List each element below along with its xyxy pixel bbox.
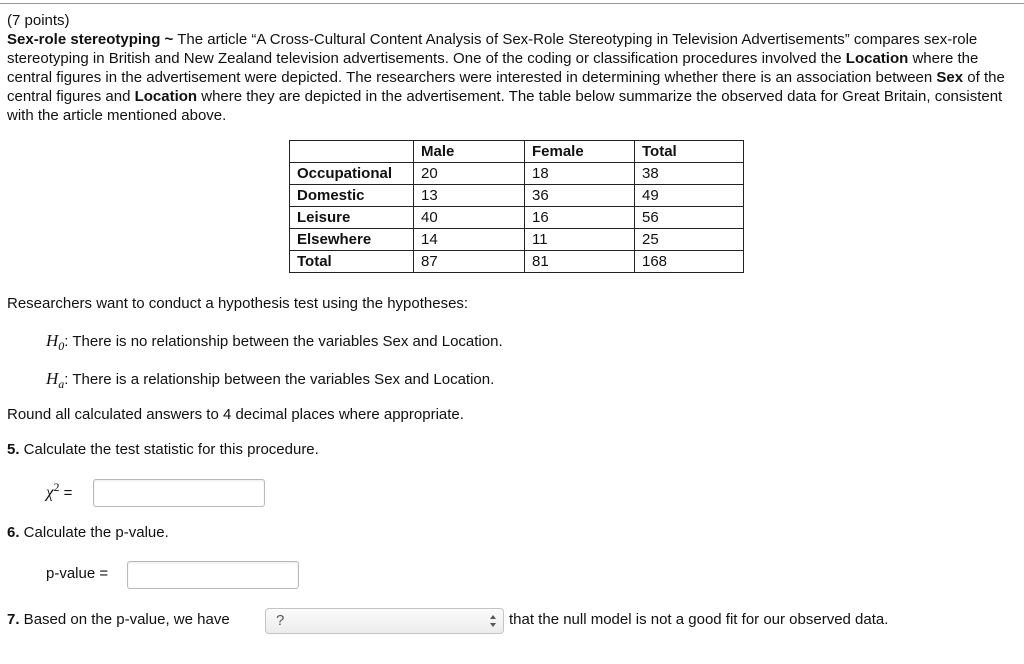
table-cell: 56	[635, 207, 744, 229]
table-cell: 49	[635, 185, 744, 207]
top-divider	[0, 3, 1024, 4]
table-cell: 13	[414, 185, 525, 207]
table-cell: 14	[414, 229, 525, 251]
table-row	[290, 207, 744, 229]
select-arrows-icon	[489, 614, 497, 628]
table-cell: 81	[525, 251, 635, 273]
p-value-input[interactable]	[127, 561, 299, 589]
table-row	[290, 163, 744, 185]
row-label: Occupational	[290, 163, 414, 185]
points-label: (7 points)	[7, 12, 70, 29]
table-row	[290, 185, 744, 207]
table-cell: 87	[414, 251, 525, 273]
null-hypothesis: $H_0$: There is no relationship between the variables Sex and Location.	[46, 331, 503, 353]
contingency-table	[289, 140, 744, 273]
table-cell: 168	[635, 251, 744, 273]
table-header-cell: Female	[525, 141, 635, 163]
table-header-cell: Total	[635, 141, 744, 163]
table-row	[290, 251, 744, 273]
question-5: 5. Calculate the test statistic for this procedure.	[7, 441, 319, 458]
p-value-label: p-value =	[46, 565, 109, 582]
table-cell: 20	[414, 163, 525, 185]
question-7-suffix: that the null model is not a good fit for our observed data.	[509, 611, 889, 628]
table-row	[290, 229, 744, 251]
table-cell: 25	[635, 229, 744, 251]
select-value: ?	[276, 612, 285, 629]
row-label: Domestic	[290, 185, 414, 207]
chi-square-label: $\chi^2$ =	[46, 480, 73, 502]
table-cell: 11	[525, 229, 635, 251]
test-statistic-input[interactable]	[93, 479, 265, 507]
table-header-cell: Male	[414, 141, 525, 163]
problem-intro	[7, 11, 1019, 125]
question-6: 6. Calculate the p-value.	[7, 524, 169, 541]
evidence-select[interactable]	[265, 608, 504, 634]
table-cell: 38	[635, 163, 744, 185]
question-7: 7. Based on the p-value, we have	[7, 611, 230, 628]
table-cell: 36	[525, 185, 635, 207]
row-label: Total	[290, 251, 414, 273]
table-cell: 16	[525, 207, 635, 229]
intro-paragraph: Sex-role stereotyping ~ The article “A Cross-Cultural Content Analysis of Sex-Role Stereotyping in Television Advertisements” compares sex-role stereotyping in British and New Zealand television advertisements. One of the coding or classification procedures involved the Location where the central figures in the advertisement were depicted. The researchers were interested in determining whether there is an association between Sex of the central figures and Location where they are depicted in the advertisement. The table below summarize the observed data for Great Britain, consistent with the article mentioned above.	[7, 31, 1005, 124]
table-header-row	[290, 141, 744, 163]
row-label: Leisure	[290, 207, 414, 229]
intro-title: Sex-role stereotyping ~	[7, 31, 174, 48]
table-cell: 40	[414, 207, 525, 229]
ha-symbol: H	[46, 369, 59, 388]
researchers-text: Researchers want to conduct a hypothesis test using the hypotheses:	[7, 295, 469, 312]
table-cell: 18	[525, 163, 635, 185]
alternative-hypothesis: $H_a$: There is a relationship between the variables Sex and Location.	[46, 369, 495, 391]
table-header-cell	[290, 141, 414, 163]
h0-symbol: H	[46, 331, 59, 350]
rounding-instruction: Round all calculated answers to 4 decimal places where appropriate.	[7, 406, 464, 423]
row-label: Elsewhere	[290, 229, 414, 251]
